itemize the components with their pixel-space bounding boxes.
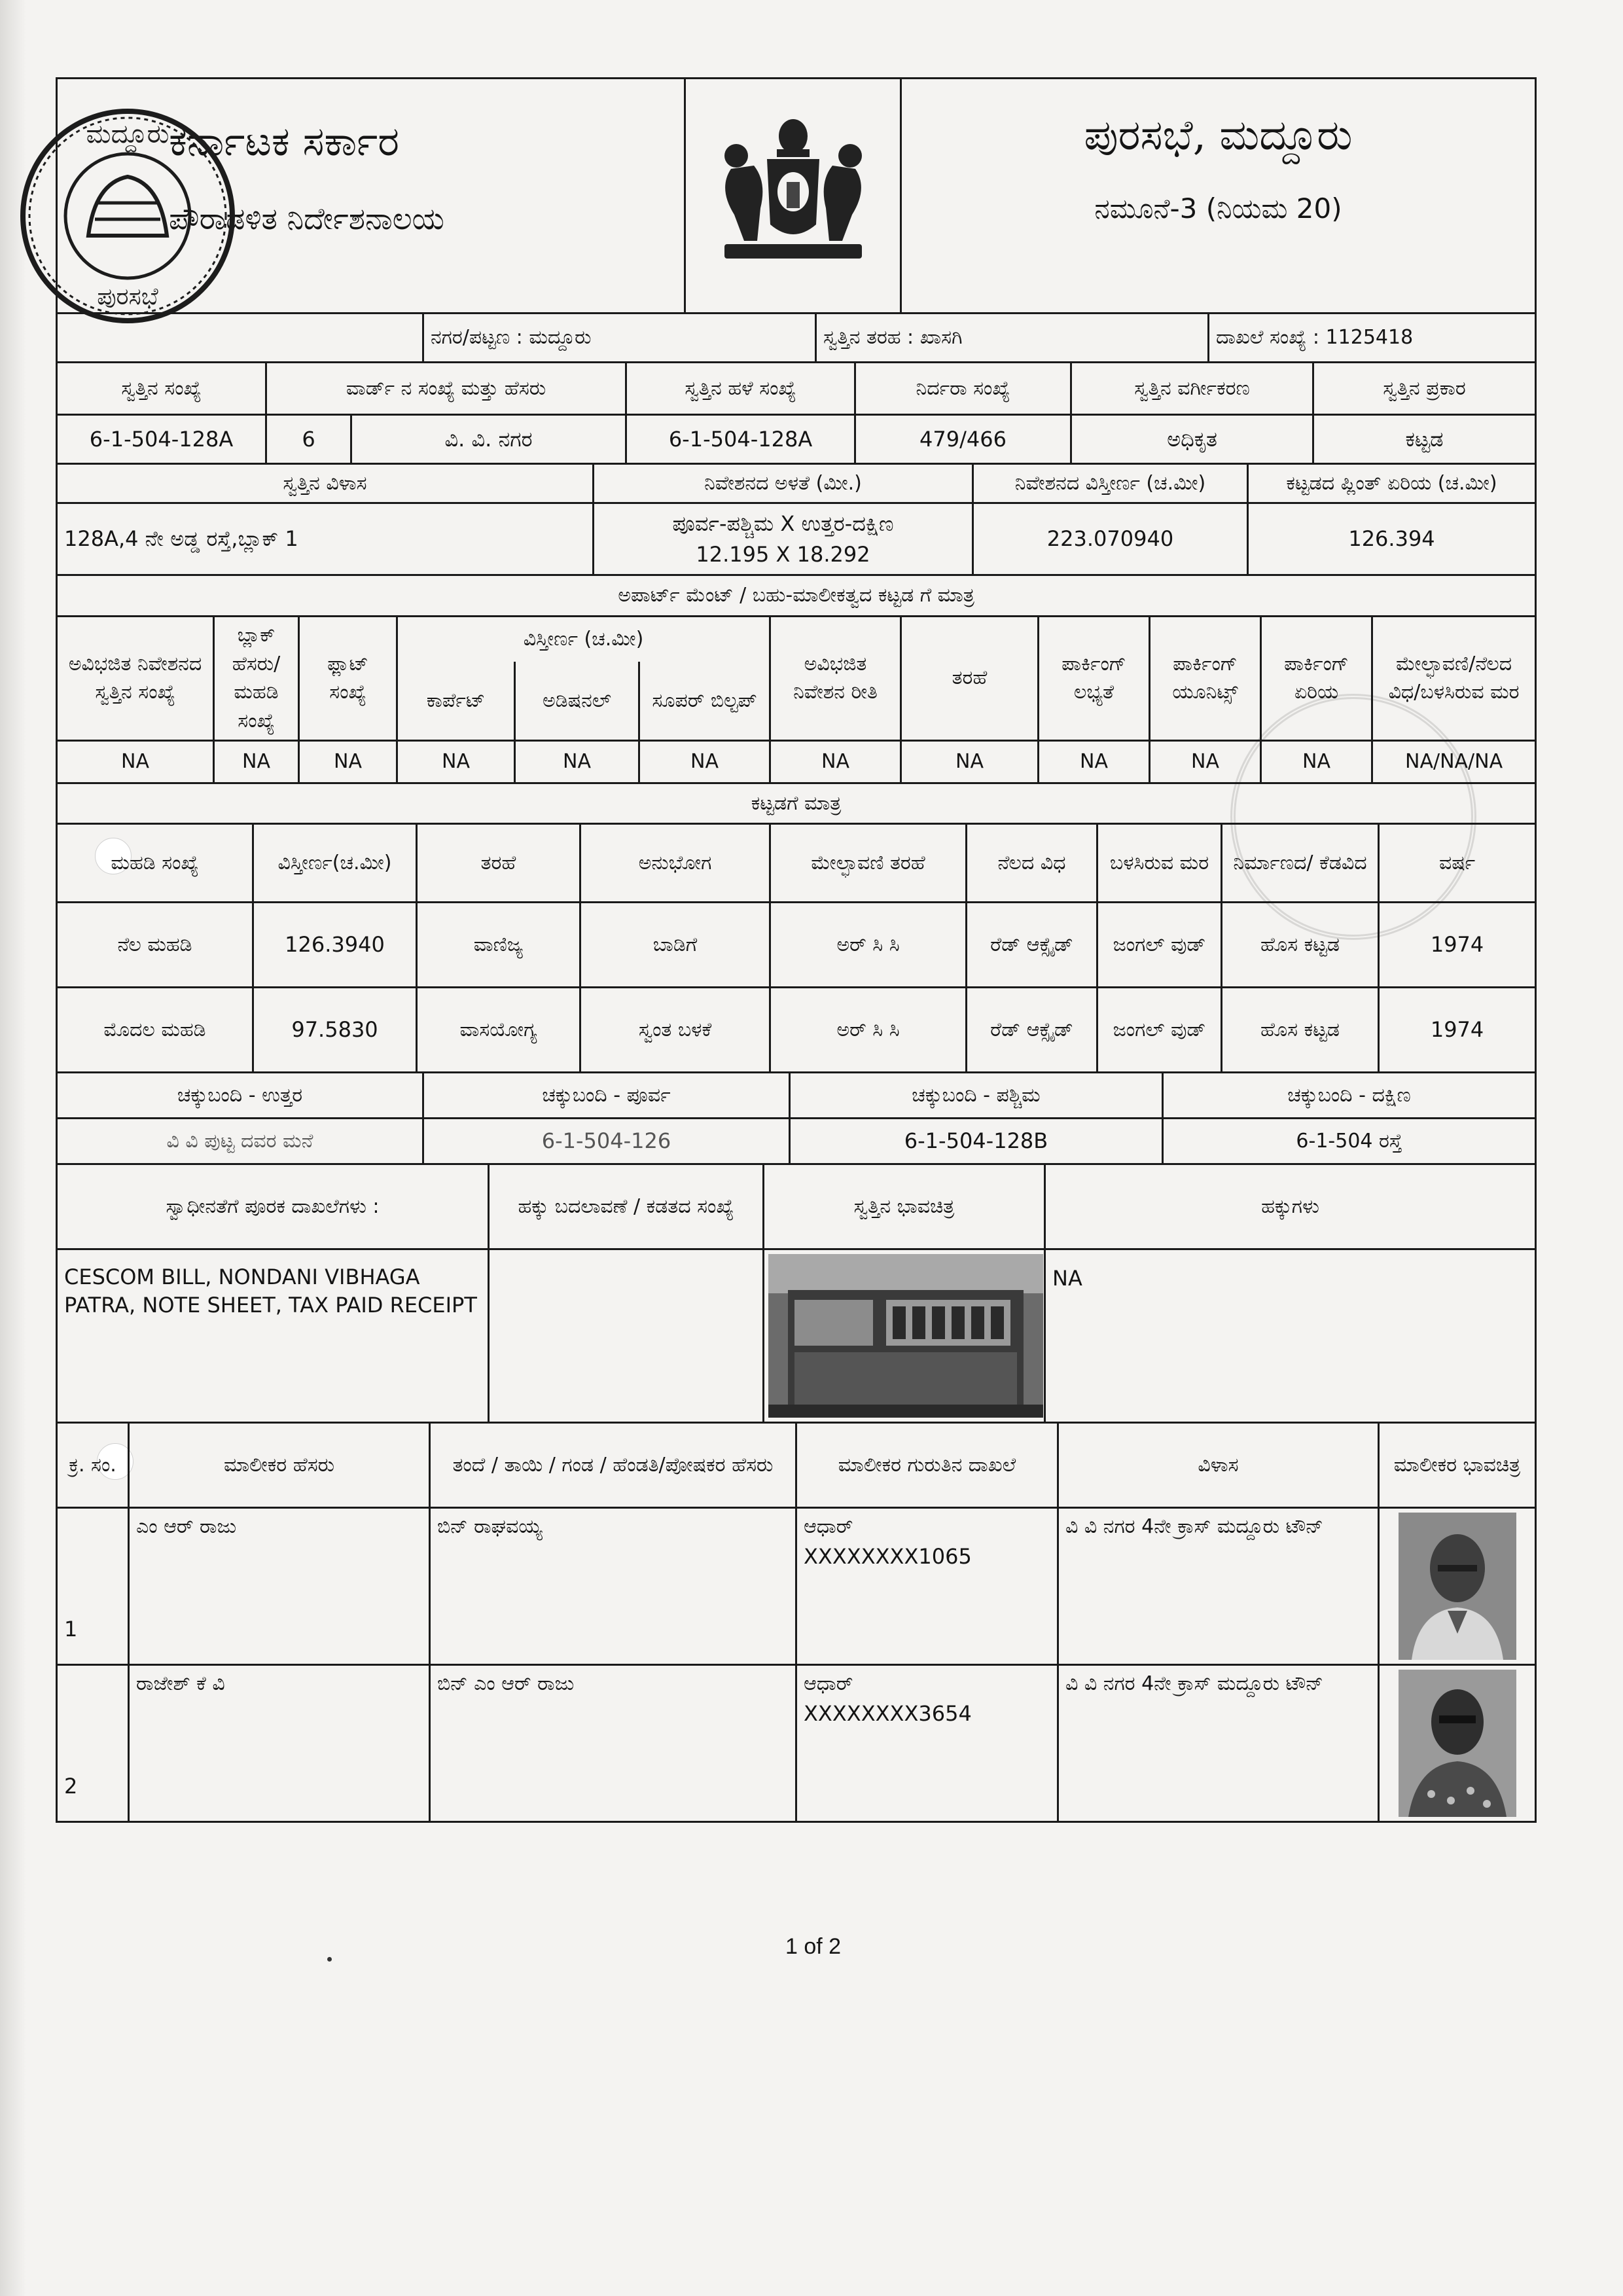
year: 1974 xyxy=(1379,988,1536,1073)
old-no-value: 6-1-504-128A xyxy=(626,415,855,464)
owner-id-cell xyxy=(796,1508,1058,1665)
owner-address: ವಿ ವಿ ನಗರ 4ನೇ ಕ್ರಾಸ್ ಮದ್ದೂರು ಟೌನ್ xyxy=(1058,1665,1379,1822)
flooring: ರೆಡ್ ಆಕ್ಸೈಡ್ xyxy=(967,903,1097,988)
owner-relation: ಬಿನ್ ರಾಘವಯ್ಯ xyxy=(430,1508,796,1665)
h-usage: ಅನುಭೋಗ xyxy=(580,824,770,903)
owner-id-cell xyxy=(796,1665,1058,1822)
apt-value: NA xyxy=(901,740,1039,783)
boundaries-table xyxy=(56,1071,1537,1165)
building-table xyxy=(56,782,1537,1074)
owner-name: ಎಂ ಆರ್ ರಾಜು xyxy=(129,1508,430,1665)
owner-id-type: ಆಧಾರ್ xyxy=(804,1672,853,1695)
apt-value: NA xyxy=(57,740,214,783)
h-rights: ಹಕ್ಕುಗಳು xyxy=(1045,1164,1536,1249)
h-wood: ಬಳಸಿರುವ ಮರ xyxy=(1097,824,1222,903)
apt-value: NA xyxy=(1261,740,1372,783)
boundary-north: ವಿ ವಿ ಪುಟ್ಟ ದವರ ಮನೆ xyxy=(57,1119,423,1164)
owner-relation: ಬಿನ್ ಎಂ ಆರ್ ರಾಜು xyxy=(430,1665,796,1822)
h-boundary-north: ಚಕ್ಕುಬಂದಿ - ಉತ್ತರ xyxy=(57,1073,423,1119)
seal-text-bottom: ಪುರಸಭೆ xyxy=(97,283,158,310)
wood: ಜಂಗಲ್ ವುಡ್ xyxy=(1097,988,1222,1073)
h-flat: ಫ್ಲಾಟ್ ಸಂಖ್ಯೆ xyxy=(299,616,397,740)
roof-type: ಅರ್ ಸಿ ಸಿ xyxy=(770,988,967,1073)
h-floor-area: ವಿಸ್ತೀರ್ಣ(ಚ.ಮೀ) xyxy=(253,824,417,903)
h-relation: ತಂದೆ / ತಾಯಿ / ಗಂಡ / ಹೆಂಡತಿ/ಪೋಷಕರ ಹೆಸರು xyxy=(430,1423,796,1508)
table-row xyxy=(57,988,1536,1073)
ward-name-value: ವಿ. ವಿ. ನಗರ xyxy=(351,415,626,464)
h-roof-floor-wood: ಮೇಲ್ಛಾವಣಿ/ನೆಲದ ವಿಧ/ಬಳಸಿರುವ ಮರ xyxy=(1372,616,1536,740)
form-number: ನಮೂನೆ-3 (ನಿಯಮ 20) xyxy=(1094,192,1342,224)
h-block: ಬ್ಲಾಕ್ ಹೆಸರು/ ಮಹಡಿ ಸಂಖ್ಯೆ xyxy=(214,616,299,740)
owner-id-type: ಆಧಾರ್ xyxy=(804,1515,853,1538)
h-floor: ಮಹಡಿ ಸಂಖ್ಯೆ xyxy=(57,824,253,903)
h-owner-address: ವಿಳಾಸ xyxy=(1058,1423,1379,1508)
floor-area: 126.3940 xyxy=(253,903,417,988)
address-value: 128A,4 ನೇ ಅಡ್ಡ ರಸ್ತೆ,ಬ್ಲಾಕ್ 1 xyxy=(57,503,594,575)
h-supporting-docs: ಸ್ವಾಧೀನತೆಗೆ ಪೂರಕ ದಾಖಲೆಗಳು : xyxy=(57,1164,489,1249)
owner-photo xyxy=(1399,1513,1516,1660)
owner-id-number: XXXXXXXX1065 xyxy=(804,1543,972,1569)
apt-value: NA xyxy=(770,740,901,783)
dimension-value: 12.195 X 18.292 xyxy=(696,541,870,567)
site-table xyxy=(56,463,1537,576)
h-owner-id: ಮಾಲೀಕರ ಗುರುತಿನ ದಾಖಲೆ xyxy=(796,1423,1058,1508)
apt-value: NA xyxy=(1039,740,1150,783)
ward-no-value: 6 xyxy=(266,415,351,464)
supporting-docs-value: CESCOM BILL, NONDANI VIBHAGA PATRA, NOTE SHEET, TAX PAID RECEIPT xyxy=(57,1249,489,1423)
h-serial: ಕ್ರ. ಸಂ. xyxy=(57,1423,129,1508)
usage: ಸ್ವಂತ ಬಳಕೆ xyxy=(580,988,770,1073)
h-owner-name: ಮಾಲೀಕರ ಹೆಸರು xyxy=(129,1423,430,1508)
table-row xyxy=(57,1665,1536,1822)
h-year: ವರ್ಷ xyxy=(1379,824,1536,903)
owner-photo-cell xyxy=(1379,1665,1536,1822)
apt-value: NA xyxy=(214,740,299,783)
property-photo-cell xyxy=(764,1249,1045,1423)
owner-name: ರಾಜೇಶ್ ಕೆ ವಿ xyxy=(129,1665,430,1822)
seal-text-top: ಮದ್ದೂರು xyxy=(86,119,169,149)
h-undivided-no: ಅವಿಭಜಿತ ನಿವೇಶನದ ಸ್ವತ್ತಿನ ಸಂಖ್ಯೆ xyxy=(57,616,214,740)
h-transfer-file: ಹಕ್ಕು ಬದಲಾವಣೆ / ಕಡತದ ಸಂಖ್ಯೆ xyxy=(489,1164,764,1249)
header-assessment-no: ನಿರ್ದರಾ ಸಂಖ್ಯೆ xyxy=(855,363,1071,415)
boundary-west: 6-1-504-128B xyxy=(790,1119,1163,1164)
header-plinth-area: ಕಟ್ಟಡದ ಪ್ಲಿಂತ್ ಏರಿಯ (ಚ.ಮೀ) xyxy=(1248,464,1536,503)
directorate-title: ಪೌರಾಡಳಿತ ನಿರ್ದೇಶನಾಲಯ xyxy=(169,200,444,236)
site-area-value: 223.070940 xyxy=(973,503,1248,575)
h-owner-photo: ಮಾಲೀಕರ ಭಾವಚಿತ್ರ xyxy=(1379,1423,1536,1508)
year: 1974 xyxy=(1379,903,1536,988)
dimension-label: ಪೂರ್ವ-ಪಶ್ಚಿಮ X ಉತ್ತರ-ದಕ್ಷಿಣ xyxy=(672,511,894,537)
header-site-area: ನಿವೇಶನದ ವಿಸ್ತೀರ್ಣ (ಚ.ಮೀ) xyxy=(973,464,1248,503)
property-type-field: ಸ್ವತ್ತಿನ ತರಹ : ಖಾಸಗಿ xyxy=(816,314,1209,363)
apt-value: NA xyxy=(515,740,639,783)
owner-serial: 1 xyxy=(57,1508,129,1665)
h-boundary-west: ಚಕ್ಕುಬಂದಿ - ಪಶ್ಚಿಮ xyxy=(790,1073,1163,1119)
classification-value: ಅಧಿಕೃತ xyxy=(1071,415,1313,464)
table-row xyxy=(57,1508,1536,1665)
town-field: ನಗರ/ಪಟ್ಟಣ : ಮದ್ದೂರು xyxy=(423,314,816,363)
construction: ಹೊಸ ಕಟ್ಟಡ xyxy=(1222,903,1379,988)
h-type: ತರಹೆ xyxy=(901,616,1039,740)
h-parking-availability: ಪಾರ್ಕಿಂಗ್ ಲಭ್ಯತೆ xyxy=(1039,616,1150,740)
header-property-type: ಸ್ವತ್ತಿನ ಪ್ರಕಾರ xyxy=(1313,363,1536,415)
entry-number-field: ದಾಖಲೆ ಸಂಖ್ಯೆ : 1125418 xyxy=(1209,314,1536,363)
apt-value: NA/NA/NA xyxy=(1372,740,1536,783)
owner-photo-cell xyxy=(1379,1508,1536,1665)
usage: ಬಾಡಿಗೆ xyxy=(580,903,770,988)
documents-table xyxy=(56,1163,1537,1424)
owner-address: ವಿ ವಿ ನಗರ 4ನೇ ಕ್ರಾಸ್ ಮದ್ದೂರು ಟೌನ್ xyxy=(1058,1508,1379,1665)
h-additional: ಅಡಿಷನಲ್ xyxy=(515,662,639,740)
boundary-south: 6-1-504 ರಸ್ತೆ xyxy=(1163,1119,1536,1164)
h-construction: ನಿರ್ಮಾಣದ/ ಕೆಡವಿದ xyxy=(1222,824,1379,903)
h-boundary-south: ಚಕ್ಕುಬಂದಿ - ದಕ್ಷಿಣ xyxy=(1163,1073,1536,1119)
h-property-photo: ಸ್ವತ್ತಿನ ಭಾವಚಿತ್ರ xyxy=(764,1164,1045,1249)
property-type-value: ಕಟ್ಟಡ xyxy=(1313,415,1536,464)
h-parking-units: ಪಾರ್ಕಿಂಗ್ ಯೂನಿಟ್ಸ್ xyxy=(1150,616,1261,740)
ink-dot xyxy=(327,1957,332,1962)
apt-value: NA xyxy=(299,740,397,783)
flooring: ರೆಡ್ ಆಕ್ಸೈಡ್ xyxy=(967,988,1097,1073)
h-area: ವಿಸ್ತೀರ್ಣ (ಚ.ಮೀ) xyxy=(397,616,770,662)
header-dimension: ನಿವೇಶನದ ಅಳತೆ (ಮೀ.) xyxy=(594,464,973,503)
building-type: ವಾಣಿಜ್ಯ xyxy=(417,903,580,988)
h-carpet: ಕಾರ್ಪೆಟ್ xyxy=(397,662,515,740)
property-photo xyxy=(768,1254,1043,1418)
assessment-no-value: 479/466 xyxy=(855,415,1071,464)
wood: ಜಂಗಲ್ ವುಡ್ xyxy=(1097,903,1222,988)
h-undivided-method: ಅವಿಭಜಿತ ನಿವೇಶನ ರೀತಿ xyxy=(770,616,901,740)
karnataka-emblem-icon xyxy=(705,110,882,274)
owners-table xyxy=(56,1422,1537,1823)
municipal-seal-icon xyxy=(16,105,239,327)
apt-value: NA xyxy=(1150,740,1261,783)
office-title-cell xyxy=(901,79,1536,314)
roof-type: ಅರ್ ಸಿ ಸಿ xyxy=(770,903,967,988)
h-building-type: ತರಹೆ xyxy=(417,824,580,903)
building-title: ಕಟ್ಟಡಗೆ ಮಾತ್ರ xyxy=(57,783,1536,824)
rights-value: NA xyxy=(1045,1249,1536,1423)
page-number: 1 of 2 xyxy=(785,1934,842,1959)
property-no-value: 6-1-504-128A xyxy=(57,415,266,464)
header-ward: ವಾರ್ಡ್ ನ ಸಂಖ್ಯೆ ಮತ್ತು ಹೆಸರು xyxy=(266,363,626,415)
owner-photo xyxy=(1399,1670,1516,1817)
form-header xyxy=(56,77,1537,314)
header-classification: ಸ್ವತ್ತಿನ ವರ್ಗೀಕರಣ xyxy=(1071,363,1313,415)
apt-value: NA xyxy=(639,740,770,783)
h-superbuiltup: ಸೂಪರ್ ಬಿಲ್ಟಪ್ xyxy=(639,662,770,740)
state-govt-title: ಕರ್ನಾಟಕ ಸರ್ಕಾರ xyxy=(169,117,400,165)
table-row xyxy=(57,903,1536,988)
plinth-area-value: 126.394 xyxy=(1248,503,1536,575)
transfer-file-value xyxy=(489,1249,764,1423)
property-form xyxy=(56,77,1535,1823)
h-parking-area: ಪಾರ್ಕಿಂಗ್ ಏರಿಯ xyxy=(1261,616,1372,740)
apartment-table xyxy=(56,574,1537,784)
header-address: ಸ್ವತ್ತಿನ ವಿಳಾಸ xyxy=(57,464,594,503)
header-property-no: ಸ್ವತ್ತಿನ ಸಂಖ್ಯೆ xyxy=(57,363,266,415)
owner-serial: 2 xyxy=(57,1665,129,1822)
property-id-table xyxy=(56,361,1537,465)
page-edge xyxy=(0,0,26,2296)
h-flooring: ನೆಲದ ವಿಧ xyxy=(967,824,1097,903)
owner-id-number: XXXXXXXX3654 xyxy=(804,1700,972,1726)
dimension-cell xyxy=(594,503,973,575)
h-roof-type: ಮೇಲ್ಛಾವಣಿ ತರಹೆ xyxy=(770,824,967,903)
emblem-cell xyxy=(685,79,901,314)
boundary-east: 6-1-504-126 xyxy=(423,1119,790,1164)
h-boundary-east: ಚಕ್ಕುಬಂದಿ - ಪೂರ್ವ xyxy=(423,1073,790,1119)
apt-value: NA xyxy=(397,740,515,783)
header-old-no: ಸ್ವತ್ತಿನ ಹಳೆ ಸಂಖ್ಯೆ xyxy=(626,363,855,415)
floor-area: 97.5830 xyxy=(253,988,417,1073)
construction: ಹೊಸ ಕಟ್ಟಡ xyxy=(1222,988,1379,1073)
office-name: ಪುರಸಭೆ, ಮದ್ದೂರು xyxy=(1084,111,1353,160)
info-row xyxy=(56,312,1537,363)
building-type: ವಾಸಯೋಗ್ಯ xyxy=(417,988,580,1073)
floor-name: ನೆಲ ಮಹಡಿ xyxy=(57,903,253,988)
apartment-title: ಅಪಾರ್ಟ್ ಮೆಂಟ್ / ಬಹು-ಮಾಲೀಕತ್ವದ ಕಟ್ಟಡ ಗೆ ಮಾತ್ರ xyxy=(57,575,1536,617)
floor-name: ಮೊದಲ ಮಹಡಿ xyxy=(57,988,253,1073)
